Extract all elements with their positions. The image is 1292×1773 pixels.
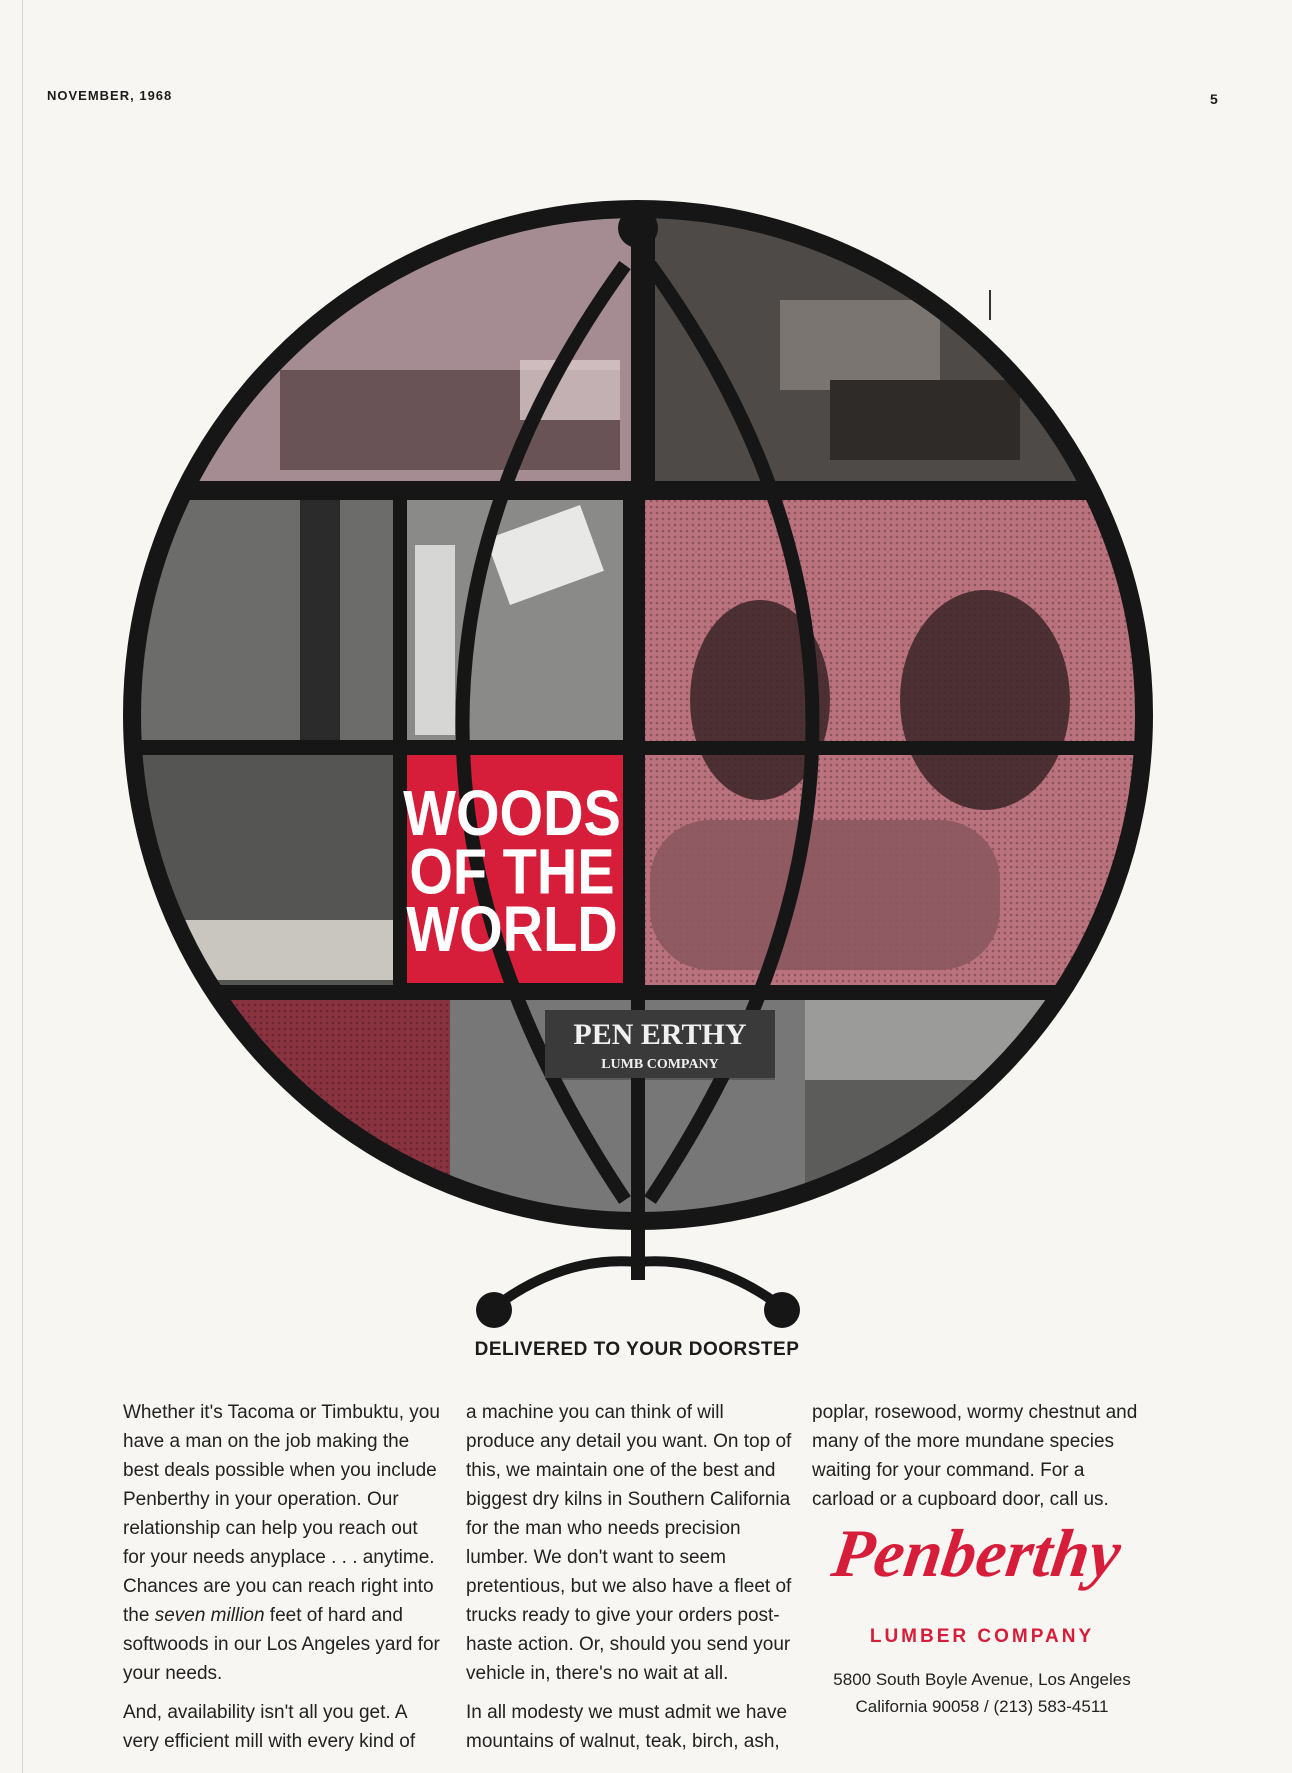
issue-date: NOVEMBER, 1968: [47, 88, 173, 103]
col2-paragraph-1: a machine you can think of will produce any detail you want. On top of this, we maintain one of the best and biggest dry kilns in Southern California for the man who needs precision lumber. We don't want to seem pretentious, but we also have a fleet of trucks ready to give your orders post-haste action. Or, should you send your vehicle in, there's no wait at all.: [466, 1402, 792, 1684]
sign-text-top: PEN ERTHY: [573, 1018, 747, 1051]
col2-paragraph-2: In all modesty we must admit we have mountains of walnut, teak, birch, ash,: [466, 1702, 788, 1752]
emphasis: seven million: [154, 1605, 265, 1626]
col3-paragraph-1: poplar, rosewood, wormy chestnut and many of the more mundane species waiting for your command. For a carload or a cupboard door, call us.: [812, 1402, 1138, 1510]
body-column-3: [812, 1398, 1142, 1514]
company-address: [812, 1666, 1152, 1720]
headline-line-1: WOODS: [403, 776, 621, 849]
col1-paragraph-1: Whether it's Tacoma or Timbuktu, you have a man on the job making the best deals possible when you include Penberthy in your operation. Our relationship can help you reach out for your needs anyplace . . . anytime. Chances are you can reach right into the seven million feet of hard and softwoods in our Los Angeles yard for your needs.: [123, 1402, 440, 1684]
address-line-1: 5800 South Boyle Avenue, Los Angeles: [833, 1670, 1131, 1689]
sign-text-bottom: LUMB COMPANY: [601, 1057, 719, 1072]
address-line-2: California 90058 / (213) 583-4511: [855, 1697, 1109, 1716]
headline-line-2: OF THE: [409, 834, 615, 908]
logo-script-text: Penberthy: [827, 1515, 1126, 1592]
logo-subtitle: LUMBER COMPANY: [869, 1626, 1095, 1647]
body-column-1: [123, 1398, 445, 1756]
headline-line-3: WORLD: [406, 892, 618, 965]
col1-paragraph-2: And, availability isn't all you get. A very efficient mill with every kind of: [123, 1702, 416, 1752]
penberthy-logo: [812, 1515, 1152, 1600]
page-number: 5: [1210, 91, 1218, 107]
body-column-2: [466, 1398, 792, 1756]
billboard-sign: [545, 1010, 775, 1078]
headline: [403, 776, 621, 965]
tagline: DELIVERED TO YOUR DOORSTEP: [474, 1339, 800, 1360]
